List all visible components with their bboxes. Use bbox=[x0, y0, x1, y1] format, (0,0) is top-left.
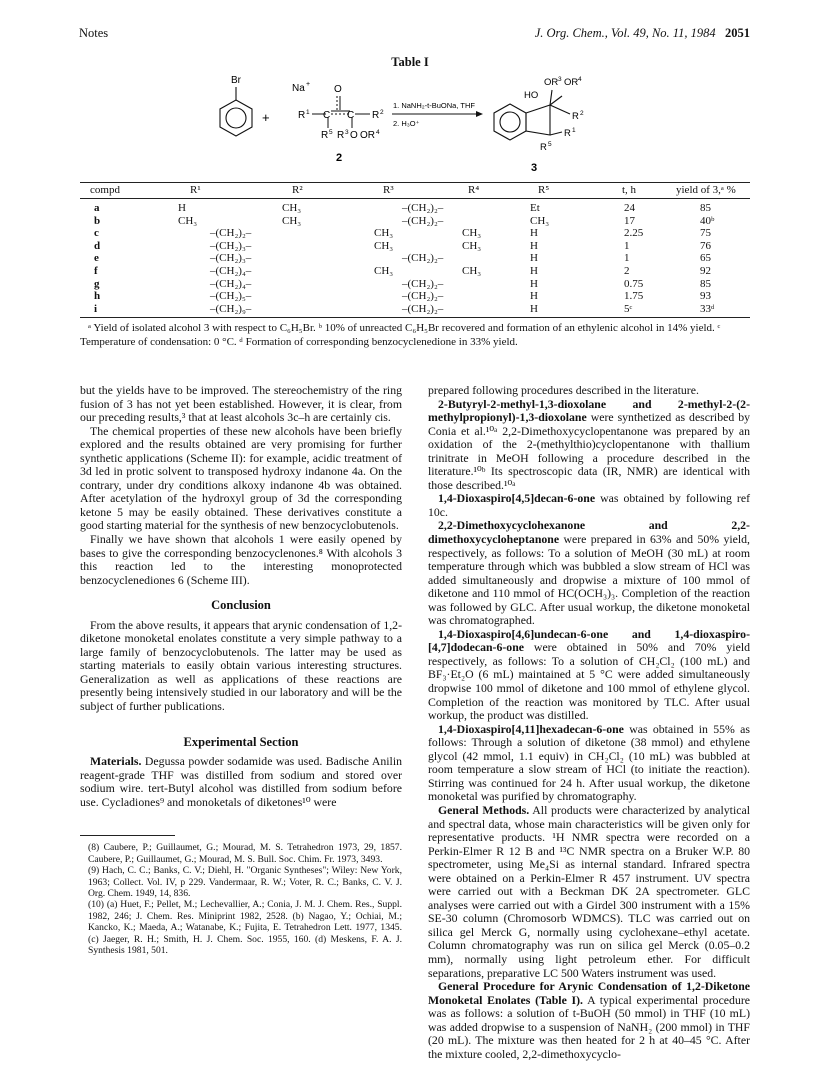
section-heading-conclusion: Conclusion bbox=[211, 598, 271, 613]
product-r5-superscript: 5 bbox=[548, 141, 552, 148]
body-paragraph bbox=[428, 804, 750, 980]
plus-sign: + bbox=[262, 110, 270, 125]
product-or4-superscript: 4 bbox=[578, 76, 582, 83]
body-paragraph: prepared following procedures described in the literature. bbox=[428, 383, 699, 397]
right-column bbox=[428, 384, 750, 1061]
cell-r5: H bbox=[530, 290, 538, 303]
table-row bbox=[80, 303, 750, 316]
table-header-row bbox=[80, 183, 750, 198]
cell-r3: CH₃ bbox=[374, 227, 394, 240]
product-or3-label: OR bbox=[544, 77, 559, 88]
or3-oxygen-label: O bbox=[350, 130, 358, 141]
cell-yield: 40ᵇ bbox=[700, 214, 715, 227]
compound-2-label: 2 bbox=[336, 152, 343, 164]
cell-r1-r2: –(CH₂)₄– bbox=[210, 277, 252, 290]
cell-compd: d bbox=[94, 239, 101, 252]
table-row bbox=[80, 240, 750, 253]
product-r1-label: R bbox=[564, 128, 571, 139]
cell-compd: i bbox=[94, 302, 98, 315]
run-in-heading: 1,4-Dioxaspiro[4,11]hexadecan-6-one bbox=[438, 721, 624, 736]
header-r1: R¹ bbox=[190, 184, 201, 196]
cell-r4: CH₃ bbox=[462, 227, 482, 240]
cell-r1-r2: –(CH₂)₉– bbox=[210, 302, 252, 315]
r5-label: R bbox=[321, 130, 329, 141]
paragraph-text: were obtained in 50% and 70% yield respectively, as follows: To a solution of CH₂Cl₂ (100 mL) and BF₃·Et₂O (6 mL) maintained at 5 °C were added simultaneously dropwise 100 mmol of diketone and 100 mmol of ethylene glycol. Completion of the reaction was monitored by TLC. After usual workup, the product was distilled. bbox=[428, 640, 750, 723]
table-row bbox=[80, 278, 750, 291]
cell-yield: 85 bbox=[700, 202, 711, 214]
body-paragraph bbox=[428, 723, 750, 804]
cell-compd: f bbox=[94, 264, 98, 277]
body-paragraph bbox=[428, 628, 750, 723]
body-paragraph bbox=[428, 492, 750, 519]
cell-r2: CH₃ bbox=[282, 202, 302, 214]
header-time: t, h bbox=[622, 184, 637, 196]
run-in-heading: General Procedure for Arynic Condensation of 1,2-Diketone Monoketal Enolates (Table I). bbox=[428, 979, 750, 1007]
cell-r3-r4: –(CH₂)₂– bbox=[402, 252, 444, 265]
r5-superscript: 5 bbox=[329, 129, 333, 136]
cell-r5: H bbox=[530, 277, 538, 290]
cell-compd: g bbox=[94, 277, 100, 290]
body-paragraph: From the above results, it appears that arynic condensation of 1,2-diketone monoketal enolates constitute a very simple pathway to a large family of benzocyclobutenols. The latter may be used as starting materials to easily obtain various interesting structures. Generalization as well as applications of these reactions are presently being intensively studied in our laboratory and will be the subject of further publications. bbox=[80, 617, 402, 714]
reference-list bbox=[80, 842, 402, 956]
product-r5-label: R bbox=[540, 142, 547, 153]
compound-3-label: 3 bbox=[531, 162, 538, 174]
cell-yield: 33ᵈ bbox=[700, 302, 715, 315]
cell-r1-r2: –(CH₂)₅– bbox=[210, 290, 252, 303]
header-r2: R² bbox=[292, 184, 303, 196]
or4-label: OR bbox=[360, 130, 375, 141]
reagent-step-2: 2. H₃O⁺ bbox=[393, 119, 420, 128]
run-in-heading: 2-Butyryl-2-methyl-1,3-dioxolane and 2-methyl-2-(2-methylpropionyl)-1,3-dioxolane bbox=[428, 396, 750, 425]
cell-compd: a bbox=[94, 202, 100, 214]
cell-r5: H bbox=[530, 227, 538, 240]
cell-r2: CH₃ bbox=[282, 214, 302, 227]
run-in-heading: 2,2-Dimethoxycyclohexanone and 2,2-dimethoxycycloheptanone bbox=[428, 518, 750, 547]
cell-r3-r4: –(CH₂)₂– bbox=[402, 277, 444, 290]
cell-r3-r4: –(CH₂)₂– bbox=[402, 202, 444, 214]
reaction-scheme bbox=[200, 70, 620, 178]
cell-r5: H bbox=[530, 264, 538, 277]
product-hydroxyl-label: HO bbox=[524, 90, 539, 101]
cell-time: 2 bbox=[624, 264, 630, 277]
table-footnote: ᵃ Yield of isolated alcohol 3 with respect to C₆H₅Br. ᵇ 10% of unreacted C₆H₅Br recovered and formation of an ethylenic alcohol in 14% yield. ᶜ Temperature of condensation: 0 °C. ᵈ Formation of corresponding benzocyclenedione in 33% yield. bbox=[80, 322, 721, 348]
body-paragraph: The chemical properties of these new alcohols have been briefly explored and the results obtained are very promising for further synthetic applications (Scheme II): for example, acidic treatment of 3d led in protic solvent to transposed hydroxy indanone 4a. On the contrary, under dry conditions alkoxy indanone 4b was obtained. After acetylation of the hydroxyl group of 3d the corresponding ketone 5 may be easily obtained. These derivatives constitute a good starting material for the synthesis of new benzocyclobutenols. bbox=[80, 423, 402, 533]
enolate-bonds bbox=[312, 96, 370, 128]
cell-r3-r4: –(CH₂)₂– bbox=[402, 214, 444, 227]
carbonyl-oxygen-label: O bbox=[334, 84, 342, 95]
left-column bbox=[80, 384, 402, 956]
cell-time: 1.75 bbox=[624, 290, 644, 303]
or3-r-label: R bbox=[337, 130, 345, 141]
cell-r3-r4: –(CH₂)₂– bbox=[402, 302, 444, 315]
cell-r3: CH₃ bbox=[374, 264, 394, 277]
paragraph-text: was obtained by following ref 10c. bbox=[428, 491, 750, 519]
alpha-carbon-label: C bbox=[323, 110, 331, 121]
table-bottom-rule bbox=[80, 317, 750, 318]
body-paragraph bbox=[428, 980, 750, 1061]
body-paragraph bbox=[80, 755, 402, 809]
paragraph-text: Degussa powder sodamide was used. Badische Anilin reagent-grade THF was distilled from sodium and stored over sodium wire. tert-Butyl alcohol was distilled from sodium before use. Cycladiones⁹ and monoketals of diketones¹⁰ were bbox=[80, 754, 402, 809]
cell-r5: Et bbox=[530, 202, 540, 214]
table-row bbox=[80, 215, 750, 228]
table-title: Table I bbox=[391, 55, 429, 69]
cell-r1-r2: –(CH₂)₃– bbox=[210, 239, 252, 252]
header-r5: R⁵ bbox=[538, 184, 550, 196]
reference-item: (10) (a) Huet, F.; Pellet, M.; Lechevallier, A.; Conia, J. M. J. Chem. Res., Suppl. 1982, 246; J. Chem. Res. Miniprint 1982, 2528. (b) Nagao, Y.; Ochiai, M.; Kancko, K.; Maeda, A.; Watanabe, K.; Fujita, E. Tetrahedron Lett. 1977, 1345. (c) Jaeger, R. H.; Smith, H. J. Chem. Soc. 1955, 160. (d) Meskens, F. A. J. Synthesis 1981, 501. bbox=[88, 899, 402, 956]
paragraph-text: were synthetized as described by Conia et al.¹⁰ᵃ 2,2-Dimethoxycyclopentanone was prepared by an oxidation of the 2-(methylthio)cyclopentanone with thallium trinitrate in MeOH following a procedure described in the literature.¹⁰ᵇ Its spectroscopic data (IR, NMR) are identical with those described.¹⁰ᵃ bbox=[428, 410, 750, 492]
cell-time: 1 bbox=[624, 252, 630, 265]
cell-compd: c bbox=[94, 227, 99, 240]
cell-r1: H bbox=[178, 202, 186, 214]
cell-r5: H bbox=[530, 302, 538, 315]
ketal-carbon-label: C bbox=[347, 110, 355, 121]
r2-label: R bbox=[372, 110, 380, 121]
bromine-label: Br bbox=[231, 75, 241, 86]
results-table bbox=[80, 182, 750, 318]
product-or4-label: OR bbox=[564, 77, 579, 88]
section-heading-experimental: Experimental Section bbox=[183, 734, 299, 749]
cell-r1-r2: –(CH₂)₃– bbox=[210, 252, 252, 265]
run-in-heading: 1,4-Dioxaspiro[4,5]decan-6-one bbox=[438, 491, 596, 506]
or3-superscript: 3 bbox=[345, 129, 349, 136]
reference-item: (8) Caubere, P.; Guillaumet, G.; Mourad, M. S. Tetrahedron 1973, 29, 1857. Caubere, P.; Guillaumet, G.; Mourad, M. S. Bull. Soc. Chim. Fr. 1973, 3493. bbox=[88, 842, 402, 865]
body-paragraph bbox=[428, 519, 750, 627]
product-r2-superscript: 2 bbox=[580, 110, 584, 117]
header-yield: yield of 3,ᵃ % bbox=[676, 184, 736, 196]
run-in-heading: General Methods. bbox=[438, 802, 530, 817]
body-paragraph bbox=[428, 398, 750, 493]
cell-yield: 85 bbox=[700, 277, 711, 290]
body-paragraph: but the yields have to be improved. The stereochemistry of the ring fusion of 3 has not yet been established. However, it is clear, from our preceding results,³ that at least alcohols 3c–h are certainly cis. bbox=[80, 383, 402, 425]
page-number: 2051 bbox=[725, 26, 750, 40]
table-row bbox=[80, 290, 750, 303]
cell-compd: h bbox=[94, 290, 101, 303]
cell-yield: 76 bbox=[700, 239, 711, 252]
cell-time: 2.25 bbox=[624, 227, 644, 240]
paragraph-text: was obtained in 55% as follows: Through a solution of diketone (38 mmol) and ethylene glycol (42 mmol, 1.1 equiv) in CH₂Cl₂ (10 mL) was bubbled at room temperature a slow stream of HCl (to initiate the reaction). Stirring was continued for 24 h. After usual workup, the diketone monoketal was purified by chromatography. bbox=[428, 721, 750, 804]
run-in-heading: 1,4-Dioxaspiro[4,6]undecan-6-one and 1,4-dioxaspiro-[4,7]dodecan-6-one bbox=[428, 626, 750, 655]
cell-yield: 92 bbox=[700, 264, 711, 277]
cell-time: 5ᶜ bbox=[624, 302, 633, 315]
reference-item: (9) Hach, C. C.; Banks, C. V.; Diehl, H. "Organic Syntheses"; Wiley: New York, 1963; Collect. Vol. IV, p 229. Vandermaar, R. W.; Voter, R. C.; Banks, C. V. J. Org. Chem. 1949, 14, 836. bbox=[88, 865, 402, 899]
reagent-step-1: 1. NaNH₂-t-BuONa, THF bbox=[393, 101, 475, 110]
cell-time: 24 bbox=[624, 202, 635, 214]
running-header-left: Notes bbox=[79, 26, 109, 40]
paragraph-text: were prepared in 63% and 50% yield, respectively, as follows: To a solution of MeOH (30 mL) at room temperature through which was bubbled a slow stream of HCl was added simultaneously and dropwise a mixture of 100 mmol of diketone and 110 mmol of HC(OCH₃)₃. Completion of the reaction was followed by GLC. After usual workup, the diketone monoketal was chromatographed. bbox=[428, 532, 750, 628]
cell-r1: CH₃ bbox=[178, 214, 198, 227]
cell-time: 1 bbox=[624, 239, 630, 252]
cell-r3: CH₃ bbox=[374, 239, 394, 252]
cell-r5: H bbox=[530, 252, 538, 265]
run-in-heading: Materials. bbox=[90, 754, 142, 769]
footnote-rule bbox=[80, 835, 175, 836]
cell-compd: e bbox=[94, 252, 99, 265]
cell-r5: H bbox=[530, 239, 538, 252]
r1-label: R bbox=[298, 110, 306, 121]
cell-compd: b bbox=[94, 214, 101, 227]
table-row bbox=[80, 227, 750, 240]
cell-time: 17 bbox=[624, 214, 635, 227]
paragraph-text: All products were characterized by analytical and spectral data, whose main characteristics will be given only for representative products. ¹H NMR spectra were recorded on a Perkin-Elmer R 12 B and ¹³C NMR spectra on a Bruker W.P. 80 spectrometer, using Me₄Si as internal standard. Infrared spectra were obtained on a Perkin-Elmer R 457 instrument. UV spectra were carried out with a Beckman DK 2A spectrometer. GLC analyses were carried out with a Girdel 300 instrument with a 15% SE-30 column (Chromosorb WDMCS). TLC was carried out on silica gel Merck G, normally using cyclohexane–ethyl acetate. Column chromatography was run on silica gel Merck (0.05–0.2 mm), normally using light petroleum ether. For difficult separations, preparative LC 500 Waters instrument was used. bbox=[428, 802, 750, 980]
cell-yield: 65 bbox=[700, 252, 711, 265]
cell-r4: CH₃ bbox=[462, 239, 482, 252]
header-compd: compd bbox=[90, 184, 120, 196]
or4-superscript: 4 bbox=[376, 129, 380, 136]
product-or3-superscript: 3 bbox=[558, 76, 562, 83]
product-r1-superscript: 1 bbox=[572, 127, 576, 134]
r2-superscript: 2 bbox=[380, 109, 384, 116]
reaction-arrow-head bbox=[476, 111, 483, 117]
table-row bbox=[80, 202, 750, 215]
journal-citation: J. Org. Chem., Vol. 49, No. 11, 1984 bbox=[534, 26, 716, 40]
product-r2-label: R bbox=[572, 111, 579, 122]
header-r4: R⁴ bbox=[468, 184, 480, 196]
cell-r5: CH₃ bbox=[530, 214, 550, 227]
header-r3: R³ bbox=[383, 184, 394, 196]
body-paragraph: Finally we have shown that alcohols 1 were easily opened by bases to give the corresponding benzocyclenones.⁸ With alcohols 3 this reaction led to the interesting monoprotected benzocyclenediones 6 (Scheme III). bbox=[80, 532, 402, 587]
sodium-charge: + bbox=[306, 81, 311, 88]
cell-r1-r2: –(CH₂)₂– bbox=[210, 227, 252, 240]
running-header-right bbox=[535, 26, 750, 41]
cell-r3-r4: –(CH₂)₂– bbox=[402, 290, 444, 303]
cell-r4: CH₃ bbox=[462, 264, 482, 277]
cell-time: 0.75 bbox=[624, 277, 644, 290]
bromobenzene-structure bbox=[220, 87, 252, 136]
cell-yield: 75 bbox=[700, 227, 711, 240]
sodium-label: Na bbox=[292, 83, 305, 94]
paragraph-text: A typical experimental procedure was as follows: a solution of t-BuOH (50 mmol) in THF (10 mL) was added dropwise to a suspension of NaNH₂ (200 mmol) in THF (20 mL). The mixture was then heated for 2 h at 40–45 °C. After the mixture cooled, 2,2-dimethoxycyclo- bbox=[428, 992, 751, 1061]
cell-yield: 93 bbox=[700, 290, 711, 303]
r1-superscript: 1 bbox=[306, 109, 310, 116]
table-row bbox=[80, 252, 750, 265]
cell-r1-r2: –(CH₂)₄– bbox=[210, 264, 252, 277]
table-row bbox=[80, 265, 750, 278]
